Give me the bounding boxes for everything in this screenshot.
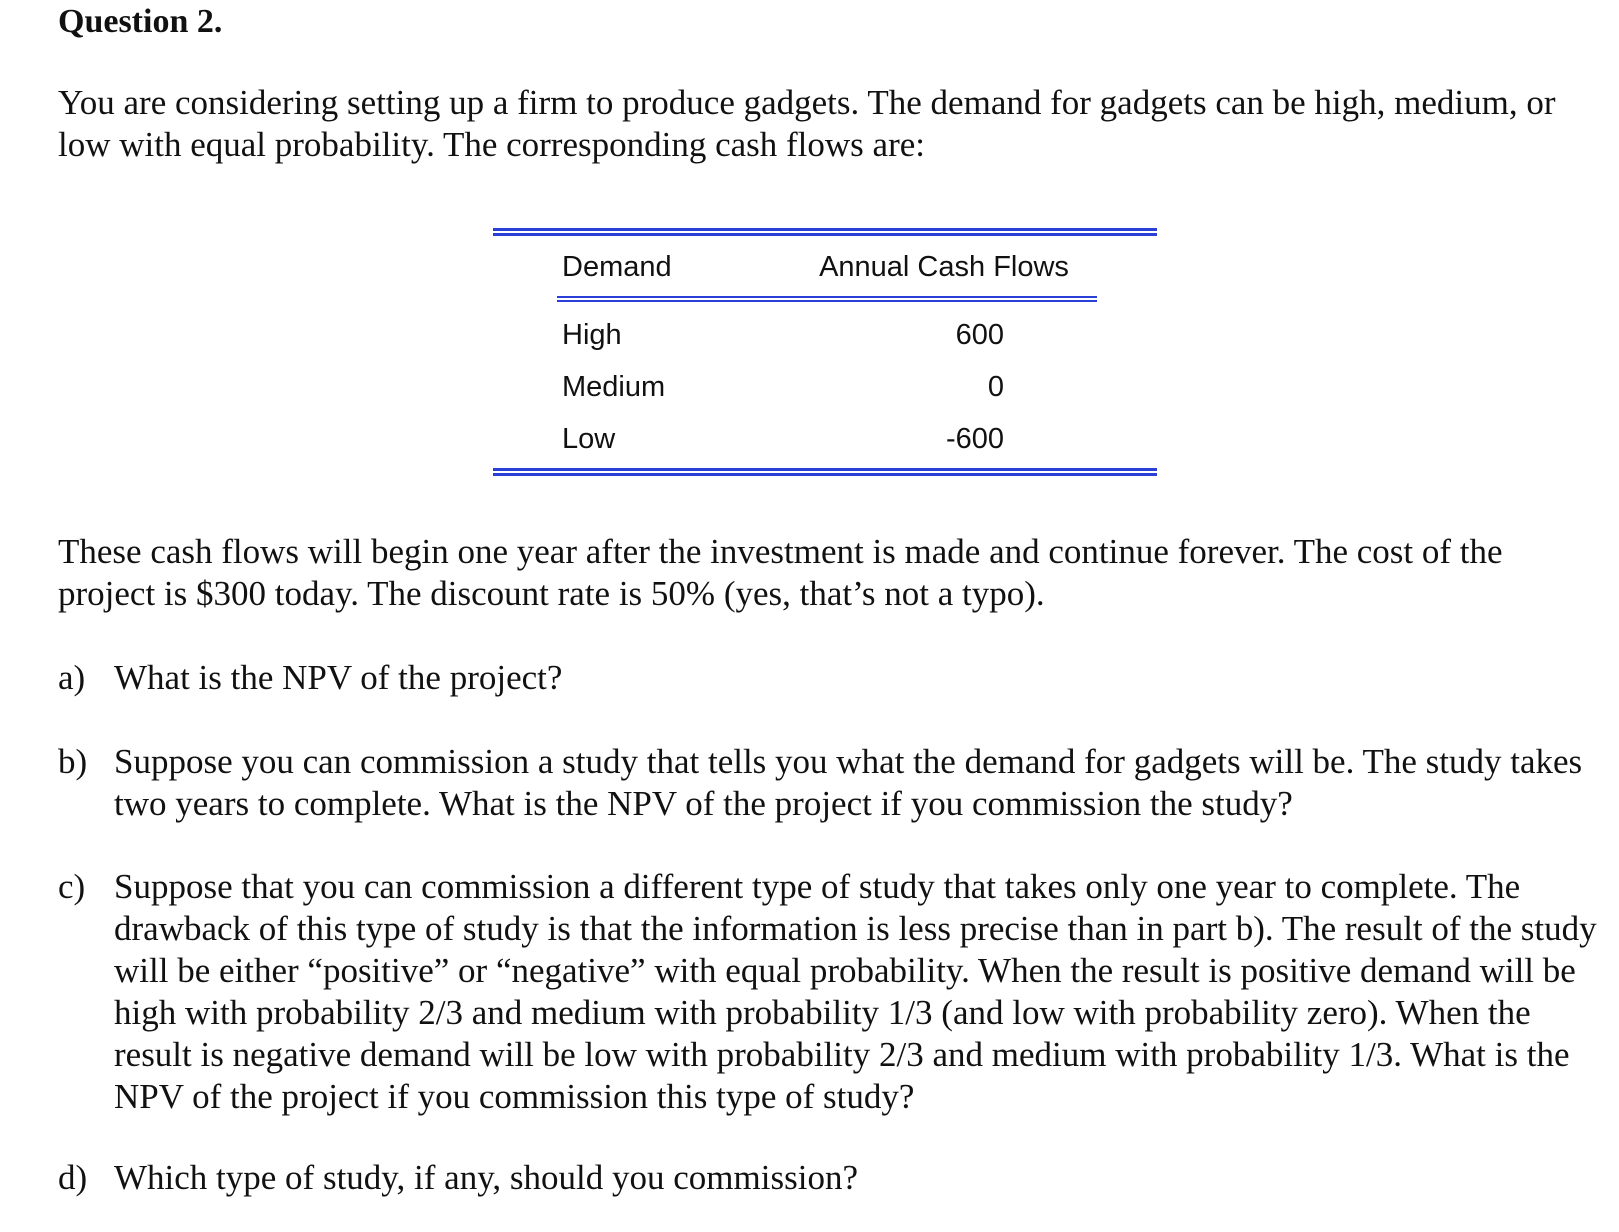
question-text: Suppose you can commission a study that tells you what the demand for gadgets will be. The study takes two years to complete. What is the NPV of the project if you commission the study? <box>114 742 1583 823</box>
question-text: What is the NPV of the project? <box>114 658 563 697</box>
intro-paragraph: You are considering setting up a firm to produce gadgets. The demand for gadgets can be high, medium, or low with equal probability. The corresponding cash flows are: <box>58 83 1556 164</box>
table-cell-cash-flow: 600 <box>955 319 1004 351</box>
question-item-a <box>58 657 1598 699</box>
question-text: Which type of study, if any, should you commission? <box>114 1158 858 1197</box>
table-bottom-rule <box>493 468 1157 476</box>
question-heading: Question 2. <box>58 3 223 40</box>
table-header-cash-flows: Annual Cash Flows <box>819 251 1069 283</box>
table-cell-demand: Medium <box>562 371 666 403</box>
question-item-b <box>58 741 1598 825</box>
table-cell-demand: High <box>562 319 622 351</box>
question-label: d) <box>58 1158 88 1197</box>
table-top-rule <box>493 228 1157 236</box>
question-item-d <box>58 1157 1598 1199</box>
table-cell-cash-flow: -600 <box>945 423 1004 455</box>
table-header-rule <box>557 296 1097 302</box>
question-text: Suppose that you can commission a different type of study that takes only one year to complete. The drawback of this type of study is that the information is less precise than in part b). The result of the study will be either “positive” or “negative” with equal probability. When the result is positive demand will be high with probability 2/3 and medium with probability 1/3 (and low with probability zero). When the result is negative demand will be low with probability 2/3 and medium with probability 1/3. What is the NPV of the project if you commission this type of study? <box>114 867 1597 1116</box>
table-header-demand: Demand <box>562 251 672 283</box>
question-label: a) <box>58 658 86 697</box>
table-cell-cash-flow: 0 <box>987 371 1004 403</box>
question-item-c <box>58 866 1598 1118</box>
question-label: c) <box>58 867 86 906</box>
table-cell-demand: Low <box>562 423 616 455</box>
assumptions-paragraph: These cash flows will begin one year after the investment is made and continue forever. The cost of the project is $300 today. The discount rate is 50% (yes, that’s not a typo). <box>58 532 1503 613</box>
question-label: b) <box>58 742 88 781</box>
